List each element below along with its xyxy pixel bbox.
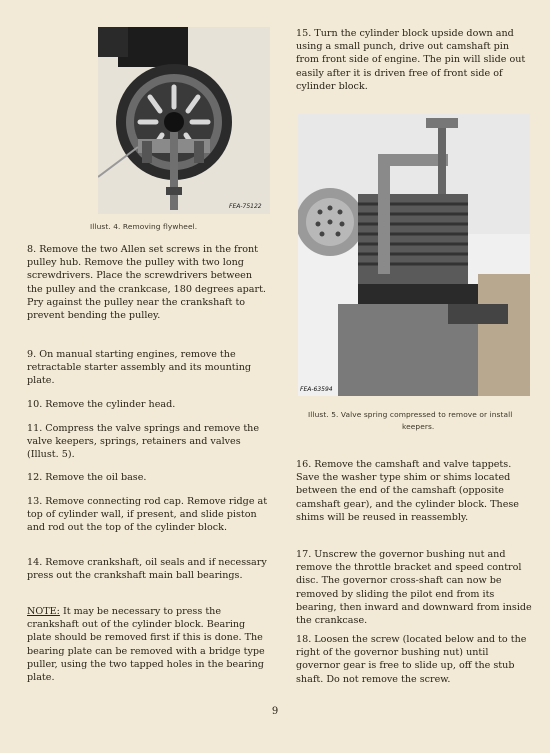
step-13: 13. Remove connecting rod cap. Remove ridge at top of cylinder wall, if present, and slide piston and rod out the top of the cylinder block.: [27, 496, 268, 534]
illustration-5-caption-line2: keepers.: [402, 422, 435, 431]
step-9: 9. On manual starting engines, remove the retractable starter assembly and its mounting plate.: [27, 349, 252, 387]
flywheel-removal-photo: [98, 27, 270, 214]
step-10: 10. Remove the cylinder head.: [27, 399, 176, 410]
flywheel-photo-drawing: [98, 27, 270, 214]
valve-spring-photo-drawing: [298, 114, 530, 396]
step-17: 17. Unscrew the governor bushing nut and remove the throttle bracket and speed control disc. The governor cross-shaft can now be removed by sliding the pilot end from its bearing, then inward and downward from inside the crankcase.: [296, 549, 532, 627]
valve-spring-photo-ref: FEA-63594: [300, 386, 333, 393]
step-18: 18. Loosen the screw (located below and to the right of the governor bushing nut) until governor gear is free to slide up, off the stub shaft. Do not remove the screw.: [296, 634, 527, 685]
note-label: NOTE:: [27, 606, 60, 617]
step-8: 8. Remove the two Allen set screws in the front pulley hub. Remove the pulley with two long screwdrivers. Place the screwdrivers between the pulley and the crankcase, 180 degrees apart. Pry against the pulley near the crankshaft to prevent bending the pulley.: [27, 244, 266, 322]
note-paragraph: [27, 605, 269, 684]
step-16: 16. Remove the camshaft and valve tappets. Save the washer type shim or shims located between the end of the camshaft (opposite camshaft gear), and the cylinder block. These shims will be reused in reassembly.: [296, 459, 519, 523]
step-12: 12. Remove the oil base.: [27, 472, 147, 483]
step-11: 11. Compress the valve springs and remove the valve keepers, springs, retainers and valves (Illust. 5).: [27, 423, 260, 461]
valve-spring-photo: [298, 114, 530, 396]
note-text: It may be necessary to press the crankshaft out of the cylinder block. Bearing plate should be removed first if this is done. The bearing plate can be removed with a bridge type puller, using the two tapped holes in the bearing plate.: [27, 606, 265, 684]
page-number: 9: [271, 706, 279, 717]
step-14: 14. Remove crankshaft, oil seals and if necessary press out the crankshaft main ball bearings.: [27, 557, 267, 582]
illustration-5-caption-line1: Illust. 5. Valve spring compressed to remove or install: [308, 410, 513, 419]
flywheel-photo-ref: FEA-75122: [229, 203, 262, 210]
step-15: 15. Turn the cylinder block upside down and using a small punch, drive out camshaft pin from front side of engine. The pin will slide out easily after it is driven free of front side of cylinder block.: [296, 28, 526, 92]
illustration-4-caption: Illust. 4. Removing flywheel.: [90, 222, 198, 231]
